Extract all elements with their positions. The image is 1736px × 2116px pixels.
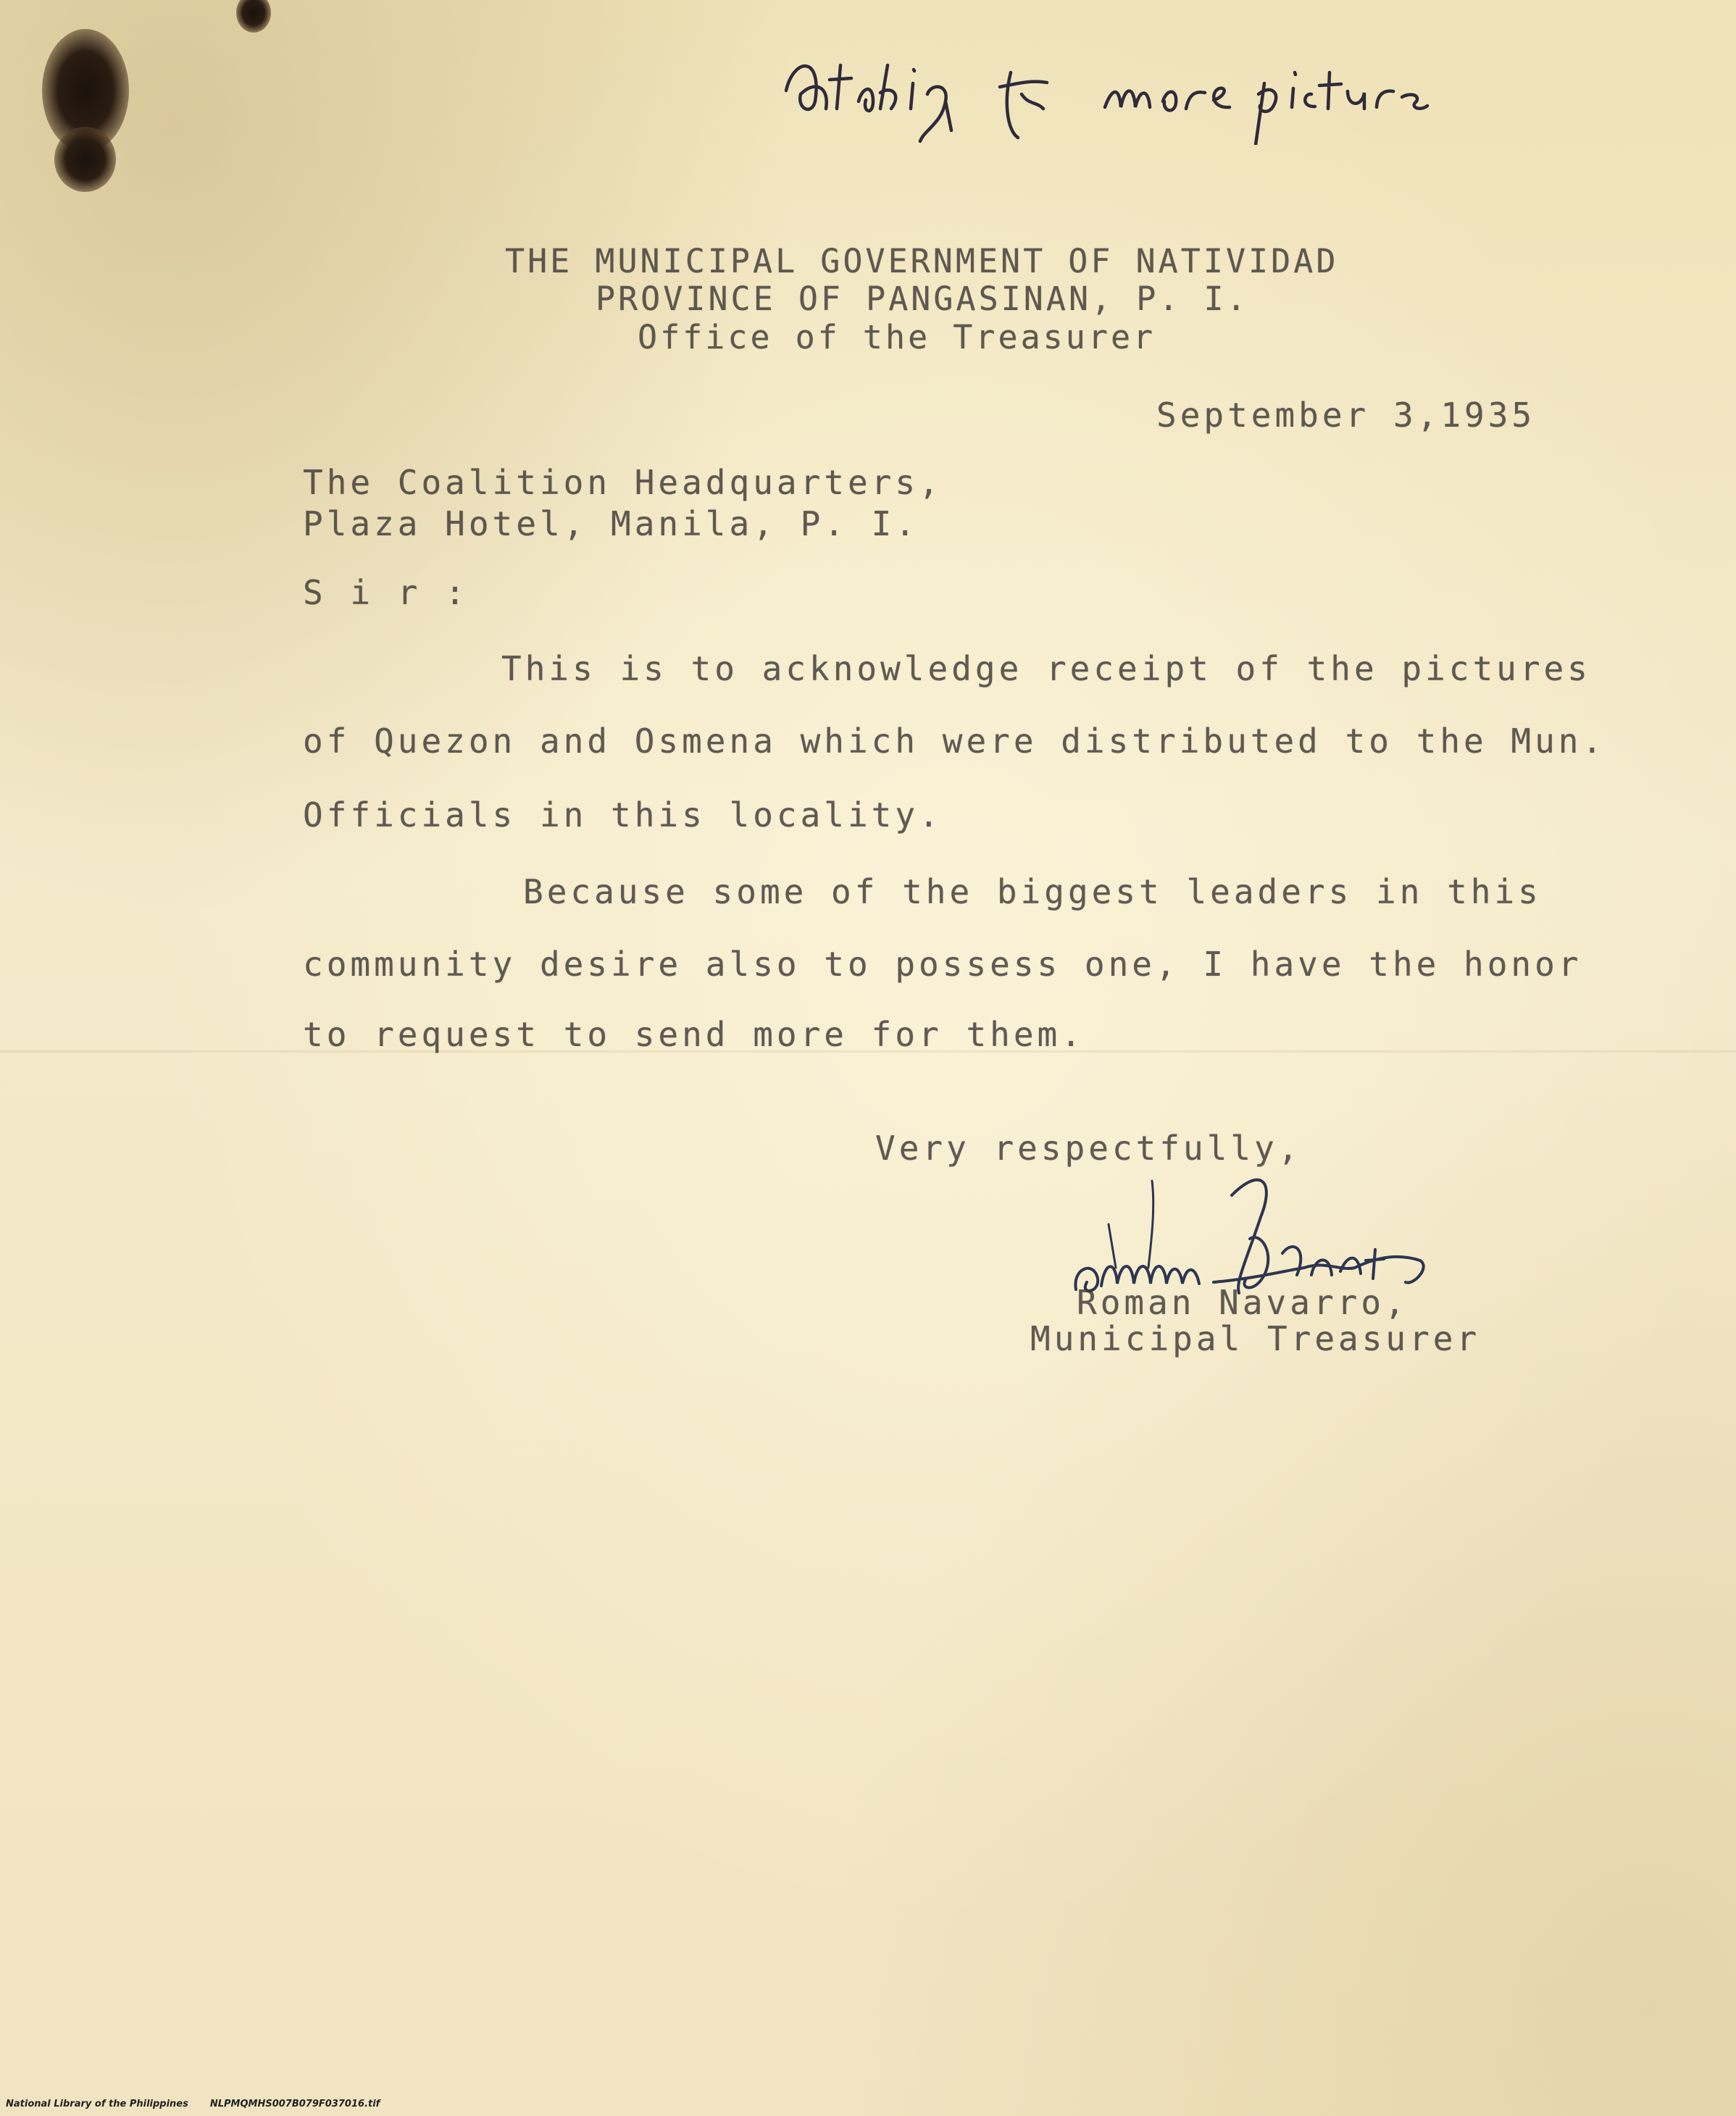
letter-date: September 3,1935 (1156, 396, 1536, 435)
letterhead-line-3: Office of the Treasurer (638, 318, 1156, 356)
body-paragraph-1-line-3: Officials in this locality. (303, 795, 943, 835)
closing: Very respectfully, (875, 1129, 1302, 1168)
body-paragraph-2-line-1: Because some of the biggest leaders in this (523, 872, 1542, 911)
archive-footer (6, 2099, 380, 2109)
signatory-title: Municipal Treasurer (1030, 1319, 1481, 1358)
recipient-line-2: Plaza Hotel, Manila, P. I. (303, 504, 919, 543)
handwritten-note (772, 22, 1438, 145)
letterhead-line-1: THE MUNICIPAL GOVERNMENT OF NATIVIDAD (505, 242, 1339, 280)
body-paragraph-1-line-2: of Quezon and Osmena which were distributed to the Mun. (303, 722, 1606, 761)
footer-library-name: National Library of the Philippines (6, 2099, 188, 2109)
letterhead-line-2: PROVINCE OF PANGASINAN, P. I. (596, 280, 1249, 318)
burn-mark (236, 0, 271, 33)
body-paragraph-1-line-1: This is to acknowledge receipt of the pictures (501, 649, 1591, 688)
signatory-name: Roman Navarro, (1077, 1283, 1409, 1322)
salutation: S i r : (303, 573, 469, 612)
burn-mark (54, 127, 116, 192)
body-paragraph-2-line-2: community desire also to possess one, I have the honor (303, 945, 1582, 984)
recipient-line-1: The Coalition Headquarters, (303, 463, 943, 502)
footer-file-id: NLPMQMHS007B079F037016.tif (209, 2099, 380, 2109)
body-paragraph-2-line-3: to request to send more for them. (303, 1015, 1085, 1054)
